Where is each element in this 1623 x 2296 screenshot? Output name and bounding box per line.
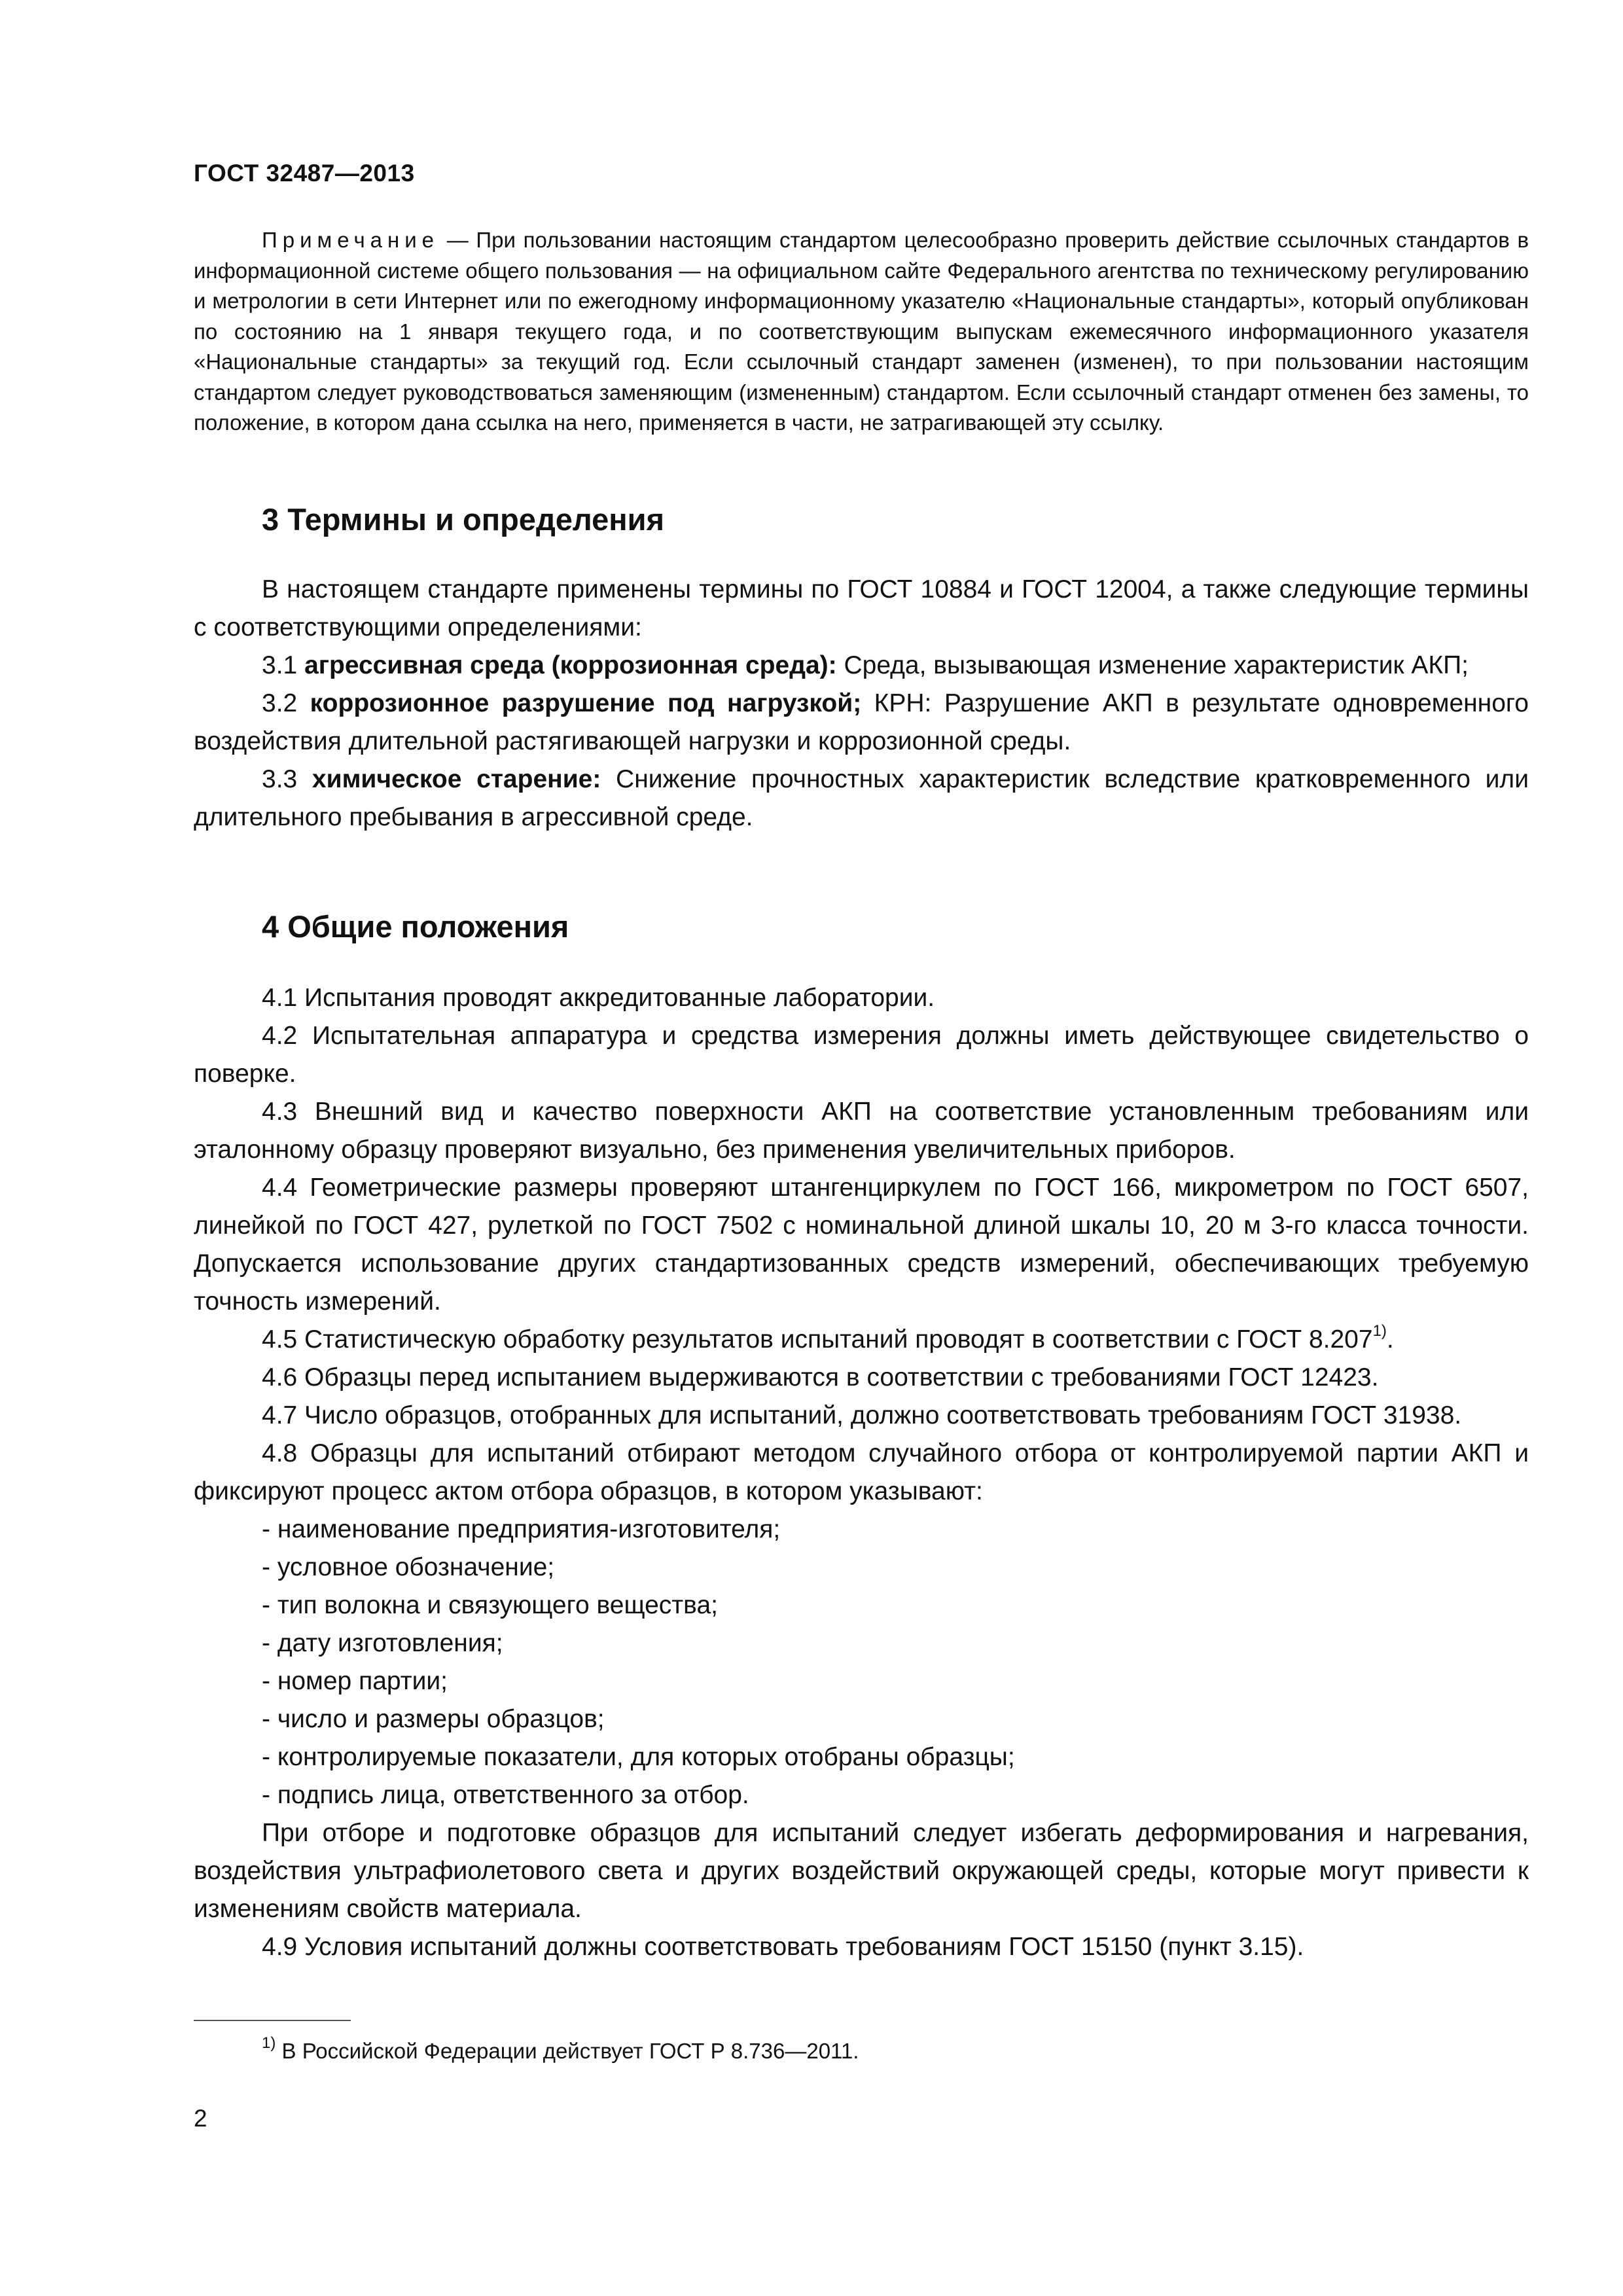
section-3-heading: 3 Термины и определения bbox=[262, 502, 664, 537]
list-item: - номер партии; bbox=[262, 1667, 448, 1695]
clause-4-9: 4.9 Условия испытаний должны соответствовать требованиям ГОСТ 15150 (пункт 3.15). bbox=[262, 1933, 1304, 1961]
clause-4-1: 4.1 Испытания проводят аккредитованные лаборатории. bbox=[262, 984, 935, 1012]
definition-text: Снижение прочностных характеристик вследствие кратковременного или длительного пребывания в агрессивной среде. bbox=[194, 765, 1529, 831]
clause-4-3: 4.3 Внешний вид и качество поверхности АКП на соответствие установленным требованиям или эталонному образцу проверяют визуально, без применения увеличительных приборов. bbox=[194, 1098, 1529, 1164]
definition-number: 3.3 bbox=[262, 765, 312, 793]
definition-number: 3.1 bbox=[262, 651, 305, 679]
list-item: - наименование предприятия-изготовителя; bbox=[262, 1515, 781, 1543]
footnote-text: В Российской Федерации действует ГОСТ Р 8.736—2011. bbox=[276, 2039, 859, 2063]
note-label: Примечание bbox=[262, 228, 440, 252]
clause-4-2: 4.2 Испытательная аппаратура и средства измерения должны иметь действующее свидетельство о поверке. bbox=[194, 1022, 1529, 1088]
list-item: - контролируемые показатели, для которых отобраны образцы; bbox=[262, 1743, 1015, 1771]
sampling-precautions-paragraph: При отборе и подготовке образцов для испытаний следует избегать деформирования и нагревания, воздействия ультрафиолетового света и других воздействий окружающей среды, которые могут привести к изменениям свойств материала. bbox=[194, 1819, 1529, 1923]
clause-4-7: 4.7 Число образцов, отобранных для испытаний, должно соответствовать требованиям ГОСТ 31938. bbox=[262, 1401, 1462, 1429]
clause-4-5 bbox=[194, 1321, 1529, 1359]
document-code-header: ГОСТ 32487—2013 bbox=[194, 160, 415, 187]
footnote bbox=[262, 2034, 859, 2066]
section-3-body bbox=[194, 571, 1529, 836]
note-text: — При пользовании настоящим стандартом целесообразно проверить действие ссылочных стандартов в информационной системе общего пользования — на официальном сайте Федерального агентства по техническому регулированию и метрологии в сети Интернет или по ежегодному информационному указателю «Национальные стандарты», который опубликован по состоянию на 1 января текущего года, и по соответствующим выпускам ежемесячного информационного указателя «Национальные стандарты» за текущий год. Если ссылочный стандарт заменен (изменен), то при пользовании настоящим стандартом следует руководствоваться заменяющим (измененным) стандартом. Если ссылочный стандарт отменен без замены, то положение, в котором дана ссылка на него, применяется в части, не затрагивающей эту ссылку. bbox=[194, 228, 1529, 435]
list-item: - подпись лица, ответственного за отбор. bbox=[262, 1781, 749, 1809]
definition-text: КРН: Разрушение АКП в результате одновременного воздействия длительной растягивающей нагрузки и коррозионной среды. bbox=[194, 689, 1529, 755]
definition-3-3 bbox=[194, 761, 1529, 836]
list-item: - условное обозначение; bbox=[262, 1553, 555, 1581]
section-4-body bbox=[194, 979, 1529, 1966]
clause-4-4: 4.4 Геометрические размеры проверяют штангенциркулем по ГОСТ 166, микрометром по ГОСТ 6507, линейкой по ГОСТ 427, рулеткой по ГОСТ 7502 с номинальной длиной шкалы 10, 20 м 3-го класса точности. Допускается использование других стандартизованных средств измерений, обеспечивающих требуемую точность измерений. bbox=[194, 1174, 1529, 1316]
footnote-reference[interactable]: 1) bbox=[1372, 1322, 1387, 1340]
clause-4-5-end: . bbox=[1386, 1325, 1394, 1354]
clause-4-5-text: 4.5 Статистическую обработку результатов испытаний проводят в соответствии с ГОСТ 8.207 bbox=[262, 1325, 1373, 1354]
list-item: - тип волокна и связующего вещества; bbox=[262, 1591, 718, 1619]
list-item: - дату изготовления; bbox=[262, 1629, 503, 1657]
clause-4-8: 4.8 Образцы для испытаний отбирают методом случайного отбора от контролируемой партии АКП и фиксируют процесс актом отбора образцов, в котором указывают: bbox=[194, 1439, 1529, 1505]
definition-term: химическое старение: bbox=[312, 765, 601, 793]
list-item: - число и размеры образцов; bbox=[262, 1705, 605, 1733]
section-3-intro: В настоящем стандарте применены термины по ГОСТ 10884 и ГОСТ 12004, а также следующие термины с соответствующими определениями: bbox=[194, 575, 1529, 641]
section-4-heading: 4 Общие положения bbox=[262, 909, 569, 944]
page-number: 2 bbox=[194, 2105, 207, 2132]
definition-term: агрессивная среда (коррозионная среда): bbox=[304, 651, 837, 679]
footnote-mark: 1) bbox=[262, 2034, 276, 2052]
definition-text: Среда, вызывающая изменение характеристик АКП; bbox=[836, 651, 1469, 679]
note-paragraph bbox=[194, 225, 1529, 439]
definition-3-1 bbox=[194, 647, 1529, 685]
footnote-divider bbox=[194, 2020, 351, 2021]
definition-term: коррозионное разрушение под нагрузкой; bbox=[310, 689, 862, 717]
definition-3-2 bbox=[194, 685, 1529, 761]
clause-4-6: 4.6 Образцы перед испытанием выдерживаются в соответствии с требованиями ГОСТ 12423. bbox=[262, 1363, 1379, 1391]
definition-number: 3.2 bbox=[262, 689, 310, 717]
